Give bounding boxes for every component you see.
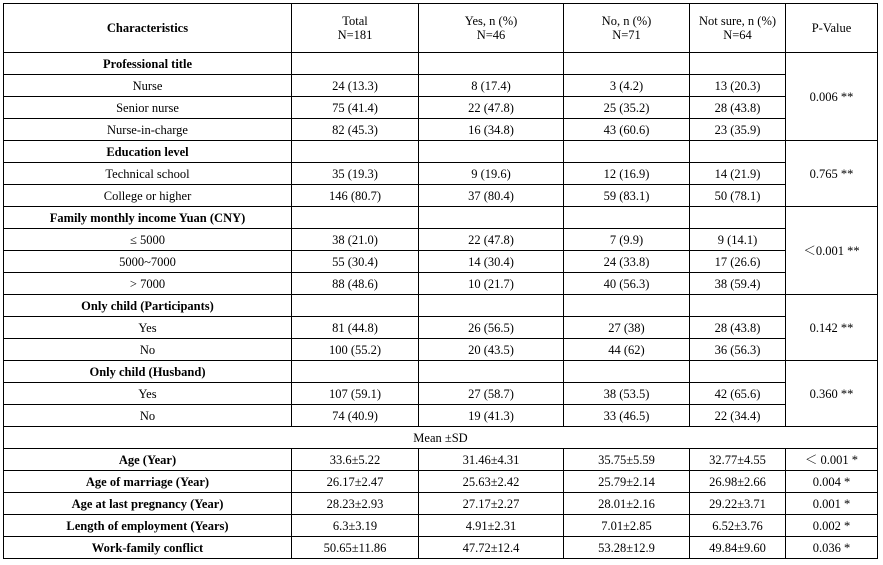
table-row bbox=[4, 339, 878, 361]
cell-yes: 37 (80.4) bbox=[419, 185, 564, 207]
cell-no: 7 (9.9) bbox=[564, 229, 690, 251]
cell-no: 40 (56.3) bbox=[564, 273, 690, 295]
header-no: No, n (%) N=71 bbox=[564, 4, 690, 53]
group-empty-cell bbox=[690, 361, 786, 383]
cell-notsure: 13 (20.3) bbox=[690, 75, 786, 97]
group-empty-cell bbox=[564, 53, 690, 75]
cell-label: 5000~7000 bbox=[4, 251, 292, 273]
cell-yes: 31.46±4.31 bbox=[419, 449, 564, 471]
cell-label: Work-family conflict bbox=[4, 537, 292, 559]
cell-notsure: 36 (56.3) bbox=[690, 339, 786, 361]
cell-label: No bbox=[4, 405, 292, 427]
table-row bbox=[4, 537, 878, 559]
group-empty-cell bbox=[564, 141, 690, 163]
cell-notsure: 28 (43.8) bbox=[690, 317, 786, 339]
group-title: Only child (Husband) bbox=[4, 361, 292, 383]
cell-label: No bbox=[4, 339, 292, 361]
cell-no: 27 (38) bbox=[564, 317, 690, 339]
table-row bbox=[4, 97, 878, 119]
table-row bbox=[4, 229, 878, 251]
cell-label: Age of marriage (Year) bbox=[4, 471, 292, 493]
p-value-cell: 0.006 ** bbox=[786, 53, 878, 141]
table-row bbox=[4, 405, 878, 427]
cell-label: > 7000 bbox=[4, 273, 292, 295]
cell-total: 38 (21.0) bbox=[292, 229, 419, 251]
group-empty-cell bbox=[419, 53, 564, 75]
table-row bbox=[4, 163, 878, 185]
cell-label: College or higher bbox=[4, 185, 292, 207]
header-total: Total N=181 bbox=[292, 4, 419, 53]
group-header-row bbox=[4, 295, 878, 317]
cell-yes: 19 (41.3) bbox=[419, 405, 564, 427]
cell-yes: 8 (17.4) bbox=[419, 75, 564, 97]
cell-yes: 16 (34.8) bbox=[419, 119, 564, 141]
cell-no: 25 (35.2) bbox=[564, 97, 690, 119]
cell-total: 88 (48.6) bbox=[292, 273, 419, 295]
group-empty-cell bbox=[292, 141, 419, 163]
characteristics-table bbox=[3, 3, 878, 559]
group-title: Family monthly income Yuan (CNY) bbox=[4, 207, 292, 229]
cell-label: Nurse-in-charge bbox=[4, 119, 292, 141]
header-yes: Yes, n (%) N=46 bbox=[419, 4, 564, 53]
cell-no: 25.79±2.14 bbox=[564, 471, 690, 493]
group-empty-cell bbox=[419, 361, 564, 383]
cell-notsure: 49.84±9.60 bbox=[690, 537, 786, 559]
cell-notsure: 26.98±2.66 bbox=[690, 471, 786, 493]
header-row bbox=[4, 4, 878, 53]
cell-total: 33.6±5.22 bbox=[292, 449, 419, 471]
cell-label: ≤ 5000 bbox=[4, 229, 292, 251]
p-value-cell: 0.360 ** bbox=[786, 361, 878, 427]
cell-notsure: 14 (21.9) bbox=[690, 163, 786, 185]
mean-sd-label: Mean ±SD bbox=[4, 427, 878, 449]
p-value-cell: 0.142 ** bbox=[786, 295, 878, 361]
cell-p: 0.036 * bbox=[786, 537, 878, 559]
cell-p: 0.001 * bbox=[786, 493, 878, 515]
group-empty-cell bbox=[419, 207, 564, 229]
cell-yes: 27 (58.7) bbox=[419, 383, 564, 405]
group-empty-cell bbox=[564, 361, 690, 383]
cell-notsure: 42 (65.6) bbox=[690, 383, 786, 405]
cell-yes: 4.91±2.31 bbox=[419, 515, 564, 537]
cell-notsure: 32.77±4.55 bbox=[690, 449, 786, 471]
cell-notsure: 17 (26.6) bbox=[690, 251, 786, 273]
table-row bbox=[4, 75, 878, 97]
cell-total: 107 (59.1) bbox=[292, 383, 419, 405]
cell-no: 38 (53.5) bbox=[564, 383, 690, 405]
group-empty-cell bbox=[292, 295, 419, 317]
cell-yes: 25.63±2.42 bbox=[419, 471, 564, 493]
cell-notsure: 50 (78.1) bbox=[690, 185, 786, 207]
group-empty-cell bbox=[419, 141, 564, 163]
cell-notsure: 28 (43.8) bbox=[690, 97, 786, 119]
cell-total: 82 (45.3) bbox=[292, 119, 419, 141]
cell-notsure: 38 (59.4) bbox=[690, 273, 786, 295]
table-row bbox=[4, 119, 878, 141]
cell-p: ＜ 0.001 * bbox=[786, 449, 878, 471]
cell-total: 55 (30.4) bbox=[292, 251, 419, 273]
cell-no: 43 (60.6) bbox=[564, 119, 690, 141]
table-row bbox=[4, 493, 878, 515]
group-title: Only child (Participants) bbox=[4, 295, 292, 317]
cell-label: Age (Year) bbox=[4, 449, 292, 471]
group-empty-cell bbox=[564, 295, 690, 317]
cell-no: 28.01±2.16 bbox=[564, 493, 690, 515]
cell-total: 100 (55.2) bbox=[292, 339, 419, 361]
cell-no: 33 (46.5) bbox=[564, 405, 690, 427]
cell-total: 28.23±2.93 bbox=[292, 493, 419, 515]
cell-yes: 9 (19.6) bbox=[419, 163, 564, 185]
cell-no: 3 (4.2) bbox=[564, 75, 690, 97]
table-row bbox=[4, 273, 878, 295]
group-empty-cell bbox=[690, 53, 786, 75]
p-value-cell: ＜0.001 ** bbox=[786, 207, 878, 295]
cell-label: Age at last pregnancy (Year) bbox=[4, 493, 292, 515]
cell-yes: 22 (47.8) bbox=[419, 97, 564, 119]
table-row bbox=[4, 515, 878, 537]
table-row bbox=[4, 449, 878, 471]
table-row bbox=[4, 471, 878, 493]
cell-notsure: 29.22±3.71 bbox=[690, 493, 786, 515]
group-header-row bbox=[4, 53, 878, 75]
cell-notsure: 6.52±3.76 bbox=[690, 515, 786, 537]
group-empty-cell bbox=[564, 207, 690, 229]
table-row bbox=[4, 383, 878, 405]
cell-yes: 26 (56.5) bbox=[419, 317, 564, 339]
cell-yes: 47.72±12.4 bbox=[419, 537, 564, 559]
header-not-sure: Not sure, n (%) N=64 bbox=[690, 4, 786, 53]
cell-no: 35.75±5.59 bbox=[564, 449, 690, 471]
table-row bbox=[4, 317, 878, 339]
cell-label: Yes bbox=[4, 317, 292, 339]
cell-no: 24 (33.8) bbox=[564, 251, 690, 273]
table-row bbox=[4, 185, 878, 207]
header-characteristics: Characteristics bbox=[4, 4, 292, 53]
group-header-row bbox=[4, 207, 878, 229]
cell-notsure: 23 (35.9) bbox=[690, 119, 786, 141]
cell-notsure: 9 (14.1) bbox=[690, 229, 786, 251]
group-header-row bbox=[4, 361, 878, 383]
cell-total: 26.17±2.47 bbox=[292, 471, 419, 493]
group-empty-cell bbox=[690, 207, 786, 229]
cell-no: 53.28±12.9 bbox=[564, 537, 690, 559]
cell-total: 75 (41.4) bbox=[292, 97, 419, 119]
cell-notsure: 22 (34.4) bbox=[690, 405, 786, 427]
cell-label: Technical school bbox=[4, 163, 292, 185]
cell-no: 7.01±2.85 bbox=[564, 515, 690, 537]
cell-label: Length of employment (Years) bbox=[4, 515, 292, 537]
cell-label: Senior nurse bbox=[4, 97, 292, 119]
p-value-cell: 0.765 ** bbox=[786, 141, 878, 207]
cell-yes: 27.17±2.27 bbox=[419, 493, 564, 515]
header-p-value: P-Value bbox=[786, 4, 878, 53]
cell-label: Nurse bbox=[4, 75, 292, 97]
cell-total: 24 (13.3) bbox=[292, 75, 419, 97]
group-title: Professional title bbox=[4, 53, 292, 75]
group-empty-cell bbox=[690, 295, 786, 317]
cell-label: Yes bbox=[4, 383, 292, 405]
cell-p: 0.002 * bbox=[786, 515, 878, 537]
group-empty-cell bbox=[292, 361, 419, 383]
cell-no: 59 (83.1) bbox=[564, 185, 690, 207]
cell-total: 74 (40.9) bbox=[292, 405, 419, 427]
group-title: Education level bbox=[4, 141, 292, 163]
cell-p: 0.004 * bbox=[786, 471, 878, 493]
cell-total: 146 (80.7) bbox=[292, 185, 419, 207]
cell-total: 35 (19.3) bbox=[292, 163, 419, 185]
group-empty-cell bbox=[690, 141, 786, 163]
cell-yes: 20 (43.5) bbox=[419, 339, 564, 361]
cell-yes: 22 (47.8) bbox=[419, 229, 564, 251]
cell-no: 44 (62) bbox=[564, 339, 690, 361]
mean-sd-header-row bbox=[4, 427, 878, 449]
cell-total: 81 (44.8) bbox=[292, 317, 419, 339]
cell-yes: 14 (30.4) bbox=[419, 251, 564, 273]
group-empty-cell bbox=[419, 295, 564, 317]
cell-total: 6.3±3.19 bbox=[292, 515, 419, 537]
group-header-row bbox=[4, 141, 878, 163]
group-empty-cell bbox=[292, 53, 419, 75]
cell-no: 12 (16.9) bbox=[564, 163, 690, 185]
group-empty-cell bbox=[292, 207, 419, 229]
table-row bbox=[4, 251, 878, 273]
cell-total: 50.65±11.86 bbox=[292, 537, 419, 559]
cell-yes: 10 (21.7) bbox=[419, 273, 564, 295]
